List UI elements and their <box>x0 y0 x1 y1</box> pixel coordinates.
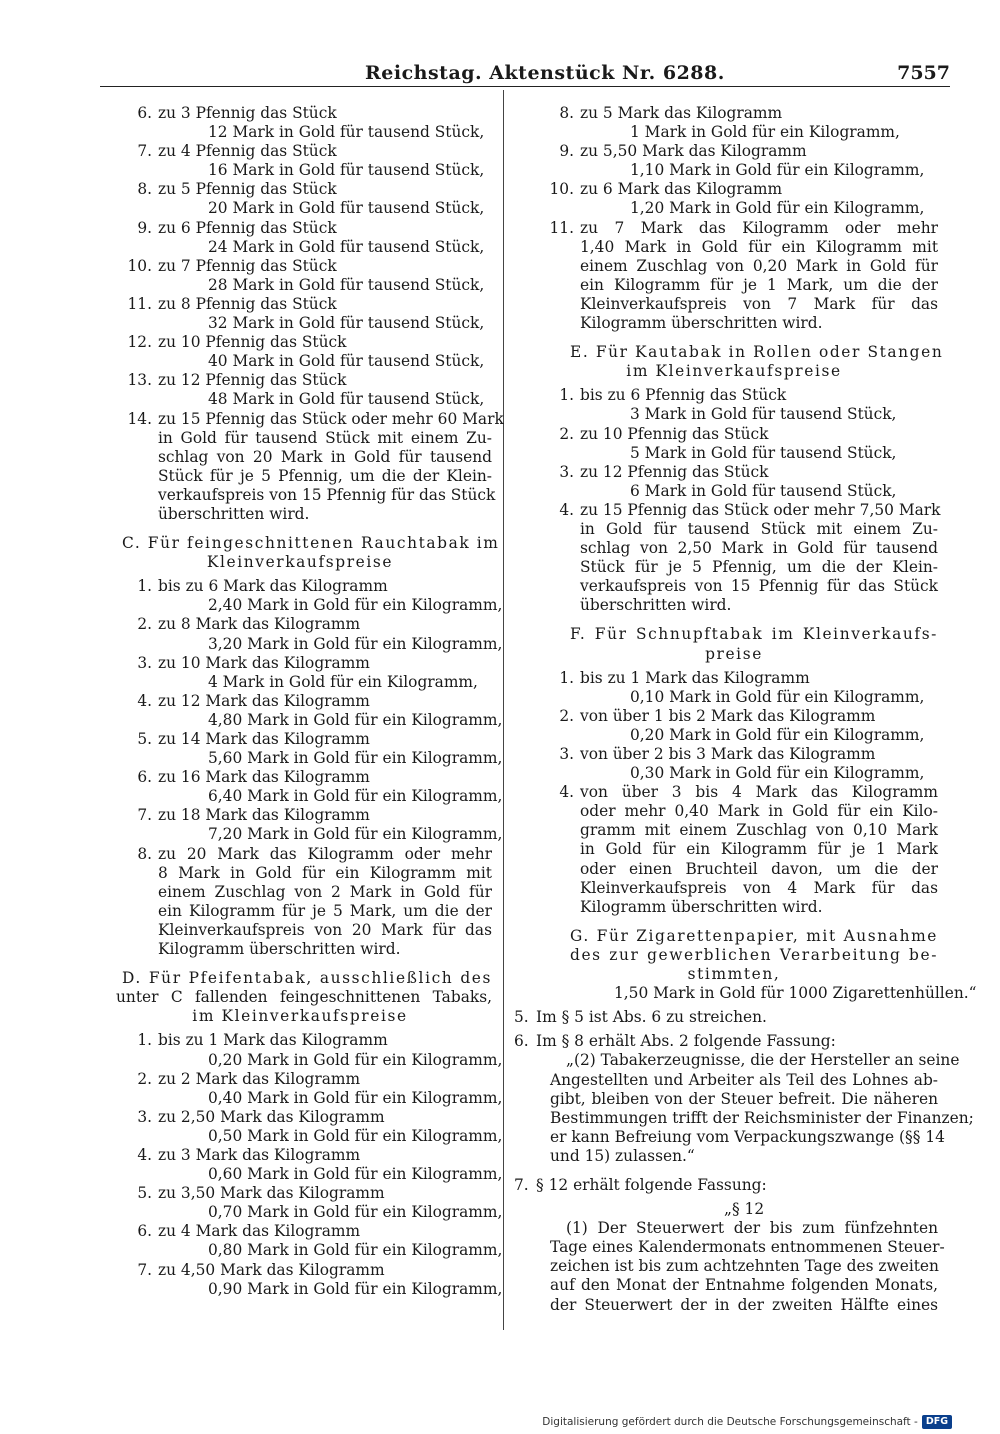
item-rate: 16 Mark in Gold für tausend Stück, <box>208 161 485 180</box>
item-number: 6. <box>137 768 152 787</box>
rate-item <box>530 669 938 707</box>
item-price: zu 2,50 Mark das Kilogramm <box>158 1107 385 1126</box>
item-number: 3. <box>137 1107 152 1126</box>
item-text-line: von über 3 bis 4 Mark das Kilogramm <box>580 783 938 802</box>
item-number: 7. <box>137 1260 152 1279</box>
amendment-text: § 12 erhält folgende Fassung: <box>536 1175 767 1194</box>
left-column <box>108 104 504 1299</box>
item-rate: 0,50 Mark in Gold für ein Kilogramm, <box>208 1126 503 1145</box>
section-heading: preise <box>705 644 763 663</box>
item-rate: 6 Mark in Gold für tausend Stück, <box>630 481 897 500</box>
item-number: 4. <box>559 783 574 802</box>
item-rate: 28 Mark in Gold für tausend Stück, <box>208 275 485 294</box>
amendment-text: Im § 5 ist Abs. 6 zu streichen. <box>536 1008 767 1027</box>
item-number: 1. <box>137 577 152 596</box>
item-number: 3. <box>137 653 152 672</box>
item-number: 8. <box>559 104 574 122</box>
rate-item <box>108 1145 503 1184</box>
item-number: 10. <box>127 256 152 275</box>
item-price: von über 2 bis 3 Mark das Kilogramm <box>580 745 876 763</box>
section-heading: D. Für Pfeifentabak, ausschließlich des <box>122 969 492 988</box>
column-divider <box>503 90 504 1330</box>
item-rate: 0,90 Mark in Gold für ein Kilogramm, <box>208 1279 503 1298</box>
item-text-line: überschritten wird. <box>158 504 310 523</box>
item-rate: 12 Mark in Gold für tausend Stück, <box>208 123 485 142</box>
item-rate: 1,20 Mark in Gold für ein Kilogramm, <box>630 199 925 218</box>
rate-item-multiline <box>530 783 938 917</box>
item-rate: 3 Mark in Gold für tausend Stück, <box>630 405 897 424</box>
item-text-line: überschritten wird. <box>580 596 732 615</box>
item-price: von über 1 bis 2 Mark das Kilogramm <box>580 706 876 725</box>
item-text-line: Kilogramm überschritten wird. <box>580 897 823 916</box>
right-column <box>514 104 977 1315</box>
section-heading: C. Für feingeschnittenen Rauchtabak im <box>122 534 500 553</box>
item-rate: 5,60 Mark in Gold für ein Kilogramm, <box>208 749 503 768</box>
section-heading: im Kleinverkaufspreise <box>192 1007 408 1026</box>
item-number: 10. <box>549 180 574 199</box>
item-price: zu 6 Pfennig das Stück <box>158 218 337 237</box>
item-number: 6. <box>137 1222 152 1241</box>
section-d <box>108 969 503 1299</box>
item-number: 5. <box>137 730 152 748</box>
rate-item <box>530 463 938 501</box>
item-number: 2. <box>137 615 152 634</box>
item-number: 4. <box>137 691 152 710</box>
rate-item <box>108 806 503 844</box>
quote-line: Angestellten und Arbeiter als Teil des Lohnes ab- <box>550 1070 938 1089</box>
rate-list <box>530 386 938 501</box>
item-number: 4. <box>559 500 574 519</box>
item-text-line: oder einen Bruchteil davon, um die der <box>580 859 938 878</box>
rate-list <box>108 1031 503 1298</box>
section-heading: Kleinverkaufspreise <box>206 553 394 572</box>
item-number: 13. <box>127 371 152 390</box>
rate-text: 1,50 Mark in Gold für 1000 Zigarettenhüllen.“ <box>614 984 977 1003</box>
item-price: zu 12 Pfennig das Stück <box>580 462 769 481</box>
quote-line: „(2) Tabakerzeugnisse, die der Hersteller an seine <box>566 1051 960 1070</box>
rate-item-multiline <box>530 219 938 334</box>
rate-item-multiline <box>108 845 492 960</box>
rate-item <box>108 577 503 615</box>
rate-item <box>108 219 492 257</box>
amendment-5 <box>514 1008 938 1027</box>
item-rate: 3,20 Mark in Gold für ein Kilogramm, <box>208 634 503 653</box>
item-rate: 1 Mark in Gold für ein Kilogramm, <box>630 123 900 142</box>
item-rate: 2,40 Mark in Gold für ein Kilogramm, <box>208 596 503 615</box>
rate-item <box>108 768 503 806</box>
item-rate: 0,20 Mark in Gold für ein Kilogramm, <box>208 1050 503 1069</box>
quote-line: er kann Befreiung vom Verpackungszwange (§§ 14 <box>550 1127 945 1146</box>
item-text-line: zu 7 Mark das Kilogramm oder mehr <box>580 218 938 237</box>
section-heading: im Kleinverkaufspreise <box>626 362 842 381</box>
item-number: 3. <box>559 745 574 763</box>
quote-line: gibt, bleiben von der Steuer befreit. Die näheren <box>550 1089 938 1108</box>
item-rate: 0,80 Mark in Gold für ein Kilogramm, <box>208 1241 503 1260</box>
item-price: zu 10 Pfennig das Stück <box>158 333 347 352</box>
item-number: 4. <box>137 1145 152 1164</box>
item-number: 1. <box>137 1031 152 1050</box>
item-text-line: ein Kilogramm für je 1 Mark, um die der <box>580 275 938 294</box>
item-number: 7. <box>137 806 152 825</box>
item-text-line: Kleinverkaufspreis von 7 Mark für das <box>580 294 938 313</box>
page-number: 7557 <box>897 62 950 84</box>
item-price: zu 3,50 Mark das Kilogramm <box>158 1184 385 1203</box>
item-text-line: zu 20 Mark das Kilogramm oder mehr <box>158 844 492 863</box>
footer-text: Digitalisierung gefördert durch die Deutsche Forschungsgemeinschaft - <box>542 1416 918 1428</box>
section-e <box>530 343 944 615</box>
item-price: zu 5 Mark das Kilogramm <box>580 104 783 122</box>
item-rate: 5 Mark in Gold für tausend Stück, <box>630 443 897 462</box>
item-number: 2. <box>559 424 574 443</box>
paragraph-line: der Steuerwert der in der zweiten Hälfte eines <box>550 1295 938 1314</box>
item-text-line: schlag von 20 Mark in Gold für tausend <box>158 447 492 466</box>
item-price: zu 5,50 Mark das Kilogramm <box>580 142 807 161</box>
rate-item <box>108 691 503 730</box>
rate-item <box>108 654 492 692</box>
item-text-line: Stück für je 5 Pfennig, um die der Klein- <box>580 558 938 577</box>
item-number: 12. <box>127 333 152 352</box>
digitization-footer <box>542 1414 952 1430</box>
rate-item <box>530 707 938 745</box>
item-price: zu 12 Mark das Kilogramm <box>158 691 370 710</box>
item-text-line: 1,40 Mark in Gold für ein Kilogramm mit <box>580 237 938 256</box>
item-price: zu 2 Mark das Kilogramm <box>158 1069 361 1088</box>
rate-item <box>530 386 938 424</box>
section-f <box>530 625 938 916</box>
paragraph-line: zeichen ist bis zum achtzehnten Tage des zweiten <box>550 1257 939 1276</box>
item-text-line: Kilogramm überschritten wird. <box>580 314 823 333</box>
amendment-number: 7. <box>514 1175 529 1194</box>
item-rate: 4 Mark in Gold für ein Kilogramm, <box>208 672 478 691</box>
rate-item <box>108 1069 503 1108</box>
paragraph-line: Tage eines Kalendermonats entnommenen Steuer- <box>550 1238 945 1257</box>
item-rate: 7,20 Mark in Gold für ein Kilogramm, <box>208 825 503 844</box>
item-rate: 0,70 Mark in Gold für ein Kilogramm, <box>208 1203 503 1222</box>
item-price: bis zu 6 Mark das Kilogramm <box>158 577 388 596</box>
rate-item <box>530 180 938 218</box>
rate-item <box>108 1107 503 1146</box>
item-price: bis zu 1 Mark das Kilogramm <box>580 668 810 687</box>
rate-item <box>108 142 492 180</box>
rate-item <box>108 1260 503 1299</box>
amendment-text: Im § 8 erhält Abs. 2 folgende Fassung: <box>536 1032 836 1051</box>
item-number: 8. <box>137 180 152 199</box>
item-price: bis zu 1 Mark das Kilogramm <box>158 1031 388 1050</box>
item-text-line: 8 Mark in Gold für ein Kilogramm mit <box>158 863 492 882</box>
item-text-line: einem Zuschlag von 0,20 Mark in Gold für <box>580 256 938 275</box>
rate-list <box>108 104 492 410</box>
section-heading: des zur gewerblichen Verarbeitung be- <box>570 945 938 964</box>
item-price: zu 16 Mark das Kilogramm <box>158 768 370 787</box>
item-price: zu 3 Pfennig das Stück <box>158 104 337 122</box>
item-rate: 1,10 Mark in Gold für ein Kilogramm, <box>630 161 925 180</box>
rate-item <box>530 142 938 180</box>
item-price: zu 6 Mark das Kilogramm <box>580 180 783 199</box>
item-number: 3. <box>559 462 574 481</box>
item-price: zu 8 Pfennig das Stück <box>158 294 337 313</box>
item-text-line: in Gold für tausend Stück mit einem Zu- <box>580 519 938 538</box>
item-price: zu 5 Pfennig das Stück <box>158 180 337 199</box>
item-text-line: zu 15 Pfennig das Stück oder mehr 60 Mark <box>158 409 504 428</box>
item-text-line: Kleinverkaufspreis von 4 Mark für das <box>580 878 938 897</box>
item-text-line: Kilogramm überschritten wird. <box>158 940 401 959</box>
section-g <box>530 926 977 1003</box>
item-number: 9. <box>137 218 152 237</box>
item-rate: 24 Mark in Gold für tausend Stück, <box>208 237 485 256</box>
item-number: 1. <box>559 668 574 687</box>
paragraph-line: (1) Der Steuerwert der bis zum fünfzehnten <box>566 1219 938 1238</box>
item-text-line: einem Zuschlag von 2 Mark in Gold für <box>158 882 492 901</box>
item-rate: 32 Mark in Gold für tausend Stück, <box>208 314 485 333</box>
item-number: 5. <box>137 1184 152 1203</box>
item-price: bis zu 6 Pfennig das Stück <box>580 386 787 405</box>
section-title: „§ 12 <box>724 1200 765 1219</box>
rate-item <box>108 1222 503 1260</box>
item-rate: 0,20 Mark in Gold für ein Kilogramm, <box>630 725 925 744</box>
section-c <box>108 534 503 959</box>
rate-item-multiline <box>108 409 504 525</box>
paragraph-line: auf den Monat der Entnahme folgenden Monats, <box>550 1276 938 1295</box>
item-number: 7. <box>137 142 152 161</box>
rate-list-wrap <box>514 104 977 1003</box>
item-number: 2. <box>559 706 574 725</box>
rate-item <box>108 371 492 409</box>
item-number: 14. <box>127 409 152 428</box>
quote-line: und 15) zulassen.“ <box>550 1146 695 1165</box>
rate-item <box>108 104 492 142</box>
item-text-line: in Gold für ein Kilogramm für je 1 Mark <box>580 840 938 859</box>
item-price: zu 3 Mark das Kilogramm <box>158 1145 361 1164</box>
rate-item <box>530 425 938 463</box>
section-heading: E. Für Kautabak in Rollen oder Stangen <box>570 343 944 362</box>
section-heading: G. Für Zigarettenpapier, mit Ausnahme <box>570 926 938 945</box>
rate-item <box>108 180 492 218</box>
rate-list <box>530 104 938 219</box>
item-number: 11. <box>549 218 574 237</box>
quote-line: Bestimmungen trifft der Reichsminister der Finanzen; <box>550 1108 974 1127</box>
section-heading: F. Für Schnupftabak im Kleinverkaufs- <box>570 625 938 644</box>
item-price: zu 18 Mark das Kilogramm <box>158 806 370 825</box>
rate-item <box>108 1184 503 1222</box>
item-text-line: oder mehr 0,40 Mark in Gold für ein Kilo- <box>580 802 938 821</box>
item-number: 6. <box>137 104 152 122</box>
item-number: 8. <box>137 844 152 863</box>
item-rate: 6,40 Mark in Gold für ein Kilogramm, <box>208 787 503 806</box>
rate-item <box>108 333 492 371</box>
section-heading: unter C fallenden feingeschnittenen Tabaks, <box>116 988 492 1007</box>
item-text-line: Kleinverkaufspreis von 20 Mark für das <box>158 920 492 939</box>
rate-item <box>108 730 503 768</box>
rate-item <box>530 104 938 142</box>
item-price: zu 4,50 Mark das Kilogramm <box>158 1260 385 1279</box>
section-heading: stimmten, <box>687 965 781 984</box>
rate-item-multiline <box>530 500 941 616</box>
amendment-7 <box>514 1175 945 1315</box>
dfg-logo: DFG <box>922 1415 952 1429</box>
item-price: zu 10 Pfennig das Stück <box>580 424 769 443</box>
item-number: 1. <box>559 386 574 405</box>
rate-item <box>108 1031 503 1069</box>
amendment-number: 6. <box>514 1032 529 1051</box>
item-rate: 0,60 Mark in Gold für ein Kilogramm, <box>208 1165 503 1184</box>
item-price: zu 14 Mark das Kilogramm <box>158 730 370 748</box>
item-rate: 48 Mark in Gold für tausend Stück, <box>208 390 485 409</box>
item-rate: 0,30 Mark in Gold für ein Kilogramm, <box>630 764 925 783</box>
rate-list <box>108 577 503 844</box>
item-price: zu 12 Pfennig das Stück <box>158 371 347 390</box>
item-text-line: zu 15 Pfennig das Stück oder mehr 7,50 Mark <box>580 500 941 519</box>
item-text-line: ein Kilogramm für je 5 Mark, um die der <box>158 901 492 920</box>
amendment-number: 5. <box>514 1008 529 1027</box>
item-number: 11. <box>127 294 152 313</box>
rate-item <box>108 257 492 295</box>
header-title: Reichstag. Aktenstück Nr. 6288. <box>365 62 725 84</box>
item-rate: 40 Mark in Gold für tausend Stück, <box>208 352 485 371</box>
amendment-6 <box>514 1032 974 1166</box>
item-price: zu 4 Mark das Kilogramm <box>158 1222 361 1241</box>
item-price: zu 10 Mark das Kilogramm <box>158 653 370 672</box>
item-price: zu 7 Pfennig das Stück <box>158 256 337 275</box>
rate-list <box>530 669 938 784</box>
item-number: 2. <box>137 1069 152 1088</box>
item-text-line: schlag von 2,50 Mark in Gold für tausend <box>580 539 938 558</box>
running-head <box>100 60 950 87</box>
rate-item <box>530 745 938 783</box>
item-number: 9. <box>559 142 574 161</box>
rate-item <box>108 295 492 333</box>
item-text-line: verkaufspreis von 15 Pfennig für das Stück <box>158 485 496 504</box>
item-rate: 4,80 Mark in Gold für ein Kilogramm, <box>208 710 503 729</box>
item-rate: 20 Mark in Gold für tausend Stück, <box>208 199 485 218</box>
item-price: zu 4 Pfennig das Stück <box>158 142 337 161</box>
item-price: zu 8 Mark das Kilogramm <box>158 615 361 634</box>
rate-item <box>108 615 503 653</box>
item-text-line: in Gold für tausend Stück mit einem Zu- <box>158 428 492 447</box>
item-text-line: Stück für je 5 Pfennig, um die der Klein- <box>158 466 492 485</box>
item-rate: 0,40 Mark in Gold für ein Kilogramm, <box>208 1088 503 1107</box>
item-text-line: verkaufspreis von 15 Pfennig für das Stück <box>580 577 938 596</box>
item-text-line: gramm mit einem Zuschlag von 0,10 Mark <box>580 821 938 840</box>
item-rate: 0,10 Mark in Gold für ein Kilogramm, <box>630 687 925 706</box>
